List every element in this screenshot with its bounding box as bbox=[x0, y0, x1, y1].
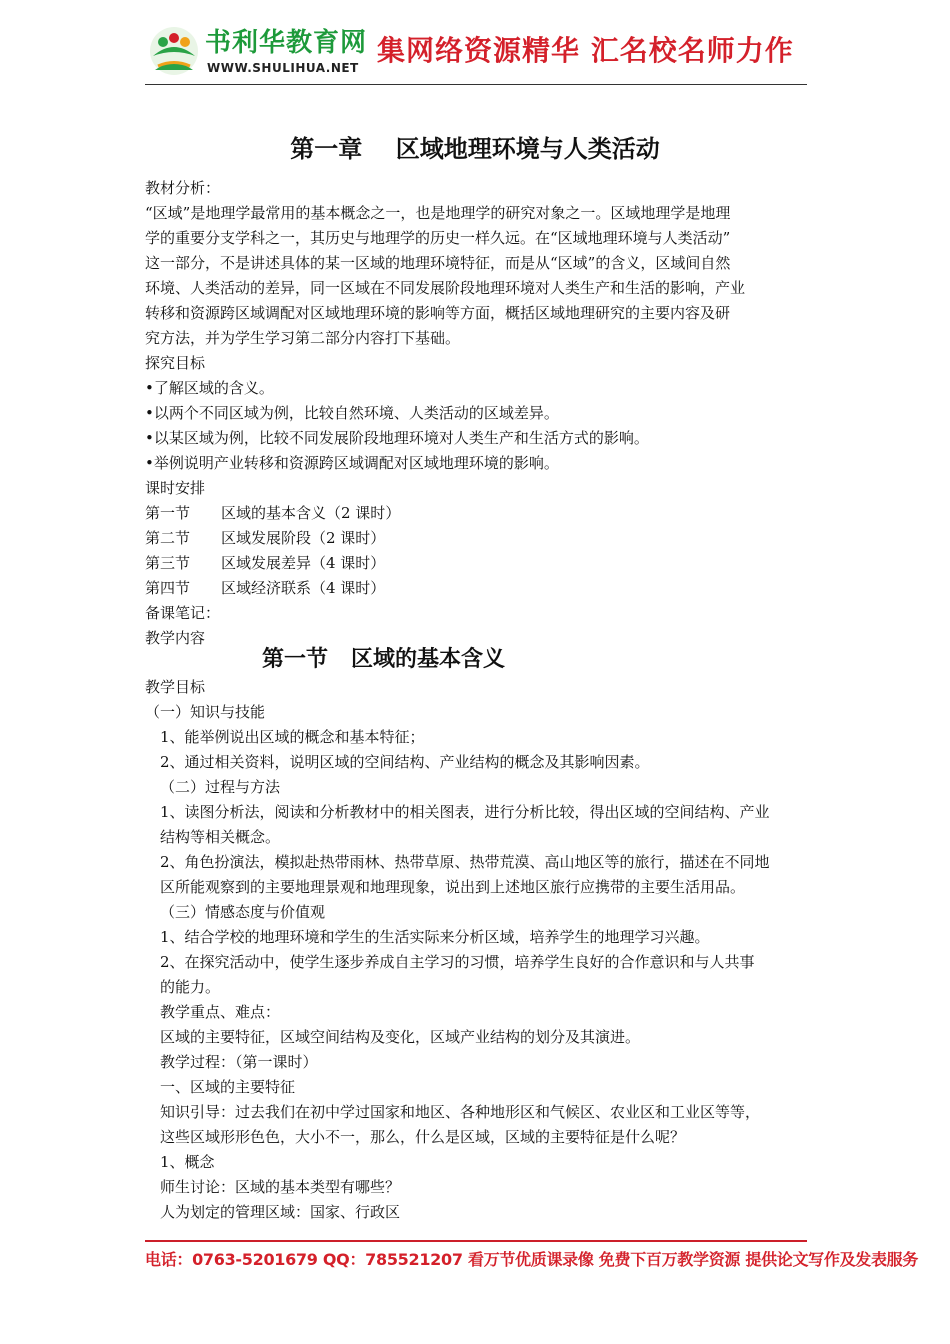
schedule-row bbox=[145, 551, 385, 576]
header-divider bbox=[145, 84, 807, 85]
knowledge-heading: （一）知识与技能 bbox=[145, 703, 266, 721]
schedule-topic: 区域的基本含义（2 课时） bbox=[221, 504, 401, 522]
analysis-line: 学的重要分支学科之一，其历史与地理学的历史一样久远。在“区域地理环境与人类活动” bbox=[145, 229, 731, 247]
discussion-text: 师生讨论：区域的基本类型有哪些？ bbox=[160, 1178, 401, 1196]
schedule-section: 第三节 bbox=[145, 554, 191, 572]
analysis-line: 环境、人类活动的差异，同一区域在不同发展阶段地理环境对人类生产和生活的影响，产业 bbox=[145, 279, 746, 297]
admin-region-text: 人为划定的管理区域：国家、行政区 bbox=[160, 1203, 401, 1221]
footer-contact: 电话：0763-5201679 QQ：785521207 看万节优质课录像 免费下百万教学资源 提供论文写作及发表服务 bbox=[145, 1250, 919, 1269]
analysis-line: 究方法，并为学生学习第二部分内容打下基础。 bbox=[145, 329, 461, 347]
goal-item: •以某区域为例，比较不同发展阶段地理环境对人类生产和生活方式的影响。 bbox=[145, 429, 649, 447]
teaching-goals-heading: 教学目标 bbox=[145, 678, 206, 696]
header-slogan: 集网络资源精华 汇名校名师力作 bbox=[377, 34, 794, 67]
content-label: 教学内容 bbox=[145, 629, 206, 647]
page-header bbox=[145, 22, 807, 84]
knowledge-item: 2、通过相关资料，说明区域的空间结构、产业结构的概念及其影响因素。 bbox=[160, 753, 650, 771]
emotion-item: 1、结合学校的地理环境和学生的生活实际来分析区域，培养学生的地理学习兴趣。 bbox=[160, 928, 710, 946]
analysis-line: “区域”是地理学最常用的基本概念之一，也是地理学的研究对象之一。区域地理学是地理 bbox=[145, 204, 731, 222]
schedule-topic: 区域发展阶段（2 课时） bbox=[221, 529, 386, 547]
analysis-line: 转移和资源跨区域调配对区域地理环境的影响等方面，概括区域地理研究的主要内容及研 bbox=[145, 304, 731, 322]
emotion-heading: （三）情感态度与价值观 bbox=[160, 903, 326, 921]
process-item: 区所能观察到的主要地理景观和地理现象，说出到上述地区旅行应携带的主要生活用品。 bbox=[160, 878, 746, 896]
goals-heading: 探究目标 bbox=[145, 354, 206, 372]
schedule-heading: 课时安排 bbox=[145, 479, 206, 497]
emotion-item: 的能力。 bbox=[160, 978, 221, 996]
process-item: 1、读图分析法，阅读和分析教材中的相关图表，进行分析比较，得出区域的空间结构、产业 bbox=[160, 803, 770, 821]
goal-item: •以两个不同区域为例，比较自然环境、人类活动的区域差异。 bbox=[145, 404, 559, 422]
schedule-section: 第四节 bbox=[145, 579, 191, 597]
analysis-line: 这一部分，不是讲述具体的某一区域的地理环境特征，而是从“区域”的含义，区域间自然 bbox=[145, 254, 731, 272]
chapter-title: 第一章 区域地理环境与人类活动 bbox=[290, 135, 660, 163]
concept-heading: 1、概念 bbox=[160, 1153, 215, 1171]
process-heading: （二）过程与方法 bbox=[160, 778, 281, 796]
goal-item: •了解区域的含义。 bbox=[145, 379, 274, 397]
schedule-topic: 区域经济联系（4 课时） bbox=[221, 579, 386, 597]
analysis-heading: 教材分析： bbox=[145, 179, 221, 197]
intro-text: 知识引导：过去我们在初中学过国家和地区、各种地形区和气候区、农业区和工业区等等， bbox=[160, 1103, 761, 1121]
emotion-item: 2、在探究活动中，使学生逐步养成自主学习的习惯，培养学生良好的合作意识和与人共事 bbox=[160, 953, 755, 971]
schedule-section: 第一节 bbox=[145, 504, 191, 522]
part-heading: 一、区域的主要特征 bbox=[160, 1078, 296, 1096]
goal-item: •举例说明产业转移和资源跨区域调配对区域地理环境的影响。 bbox=[145, 454, 559, 472]
notes-label: 备课笔记： bbox=[145, 604, 221, 622]
schedule-topic: 区域发展差异（4 课时） bbox=[221, 554, 386, 572]
brand-name: 书利华教育网 bbox=[205, 28, 368, 58]
knowledge-item: 1、能举例说出区域的概念和基本特征； bbox=[160, 728, 425, 746]
section-title: 第一节 区域的基本含义 bbox=[262, 647, 505, 672]
footer-divider bbox=[145, 1240, 807, 1242]
key-points-text: 区域的主要特征，区域空间结构及变化，区域产业结构的划分及其演进。 bbox=[160, 1028, 641, 1046]
process-item: 结构等相关概念。 bbox=[160, 828, 281, 846]
intro-text: 这些区域形形色色，大小不一，那么，什么是区域，区域的主要特征是什么呢？ bbox=[160, 1128, 686, 1146]
process-item: 2、角色扮演法，模拟赴热带雨林、热带草原、热带荒漠、高山地区等的旅行，描述在不同地 bbox=[160, 853, 770, 871]
process-steps-heading: 教学过程：（第一课时） bbox=[160, 1053, 318, 1071]
site-url: WWW.SHULIHUA.NET bbox=[207, 61, 359, 75]
schedule-row bbox=[145, 501, 400, 526]
schedule-row bbox=[145, 576, 385, 601]
schedule-row bbox=[145, 526, 385, 551]
shulihua-logo-icon bbox=[149, 26, 199, 76]
key-points-heading: 教学重点、难点： bbox=[160, 1003, 281, 1021]
schedule-section: 第二节 bbox=[145, 529, 191, 547]
